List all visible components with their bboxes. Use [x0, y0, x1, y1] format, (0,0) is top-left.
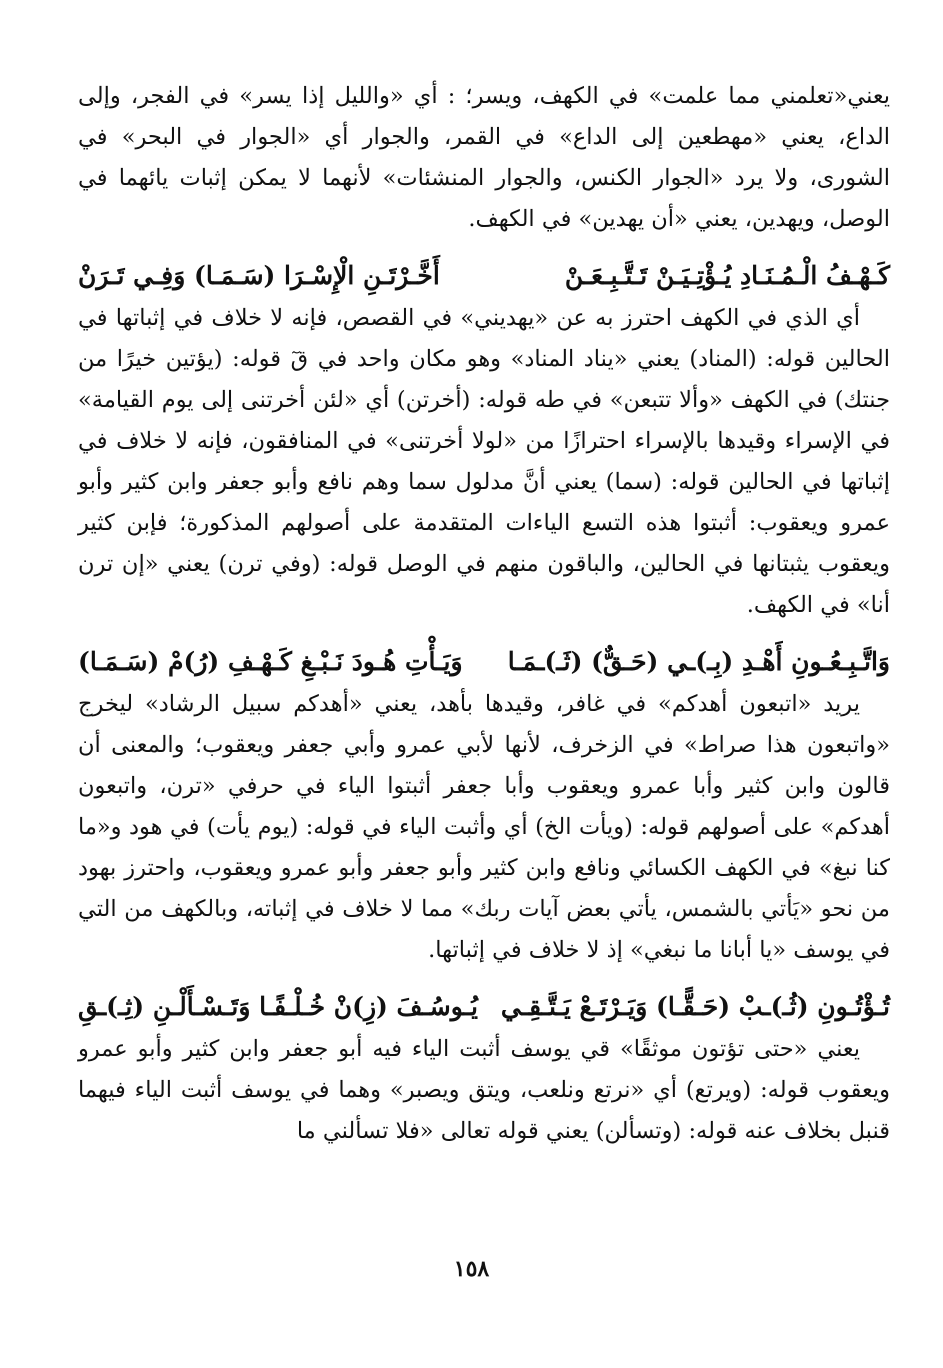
- verse-3-right-hemistich: تُـؤْتُـونِ (ثُـ)ـبْ (حَـقًّـا) وَيَـرْتَـعْ يَـتَّـقِـي: [500, 992, 890, 1021]
- page-number: ١٥٨: [453, 1256, 490, 1282]
- verse-line-1: [78, 254, 890, 298]
- paragraph-3: يريد «اتبعون أهدكم» في غافر، وقيدها بأهد، يعني «أهدكم سبيل الرشاد» ليخرج «واتبعون هذا صراط» في الزخرف، لأنها لأبي عمرو وأبي جعفر ويعقوب؛ والمعنى أن قالون وابن كثير وأبا عمرو ويعقوب وأبا جعفر أثبتوا الياء في حرفي «ترن، واتبعون أهدكم» على أصولهم قوله: (ويأت الخ) أي وأثبت الياء في قوله: (يوم يأت) في هود و«ما كنا نبغ» في الكهف الكسائي ونافع وابن كثير وأبو جعفر وأبو عمرو ويعقوب، واحترز بهود من نحو «يَأتي بالشمس، يأتي بعض آيات ربك» مما لا خلاف في إثباته، وبالكهف من التي في يوسف «يا أبانا ما نبغي» إذ لا خلاف في إثباتها.: [78, 691, 890, 963]
- verse-line-2: [78, 640, 890, 684]
- paragraph-1: يعني«تعلمني مما علمت» في الكهف، ويسر؛ : أي «والليل إذا يسر» في الفجر، وإلى الداع، يعني «مهطعين إلى الداع» في القمر، والجوار أي «الجوار في البحر» في الشورى، ولا يرد «الجوار الكنس، والجوار المنشئات» لأنهما لا يمكن إثبات يائهما في الوصل، ويهدين، يعني «أن يهدين» في الكهف.: [78, 83, 890, 232]
- verse-2-right-hemistich: وَاتَّـبِـعُـونِ أَهْـدِ (بِـ)ـي (حَـقٌّ) (ثَـ)ـمَـا: [507, 647, 890, 676]
- paragraph-2: أي الذي في الكهف احترز به عن «يهديني» في القصص، فإنه لا خلاف في إثباتها في الحالين قوله: (المناد) يعني «يناد المناد» وهو مكان واحد في قٓ قوله: (يؤتين خيرًا من جنتك) في الكهف «وألا تتبعن» في طه قوله: (أخرتن) أي «لئن أخرتنى إلى يوم القيامة» في الإسراء وقيدها بالإسراء احترازًا من «لولا أخرتنى» في المنافقون، فإنه لا خلاف في إثباتها في الحالين قوله: (سما) يعني أنَّ مدلول سما وهم نافع وأبو جعفر وابن كثير وأبو عمرو ويعقوب: أثبتوا هذه التسع الياءات المتقدمة على أصولهم المذكورة؛ فإبن كثير ويعقوب يثبتانها في الحالين، والباقون منهم في الوصل قوله: (وفي ترن) يعني «إن ترن أنا» في الكهف.: [78, 305, 890, 618]
- verse-2-left-hemistich: وَيَـأْتِ هُـودَ نَـبْـغِ كَـهْـفِ (رُ)مْ (سَـمَـا): [78, 647, 463, 676]
- verse-3-left-hemistich: يُـوسُـفَ (زِ)نْ خُـلْـفًـا وَتَـسْـأَلْـنِ (ثِـ)ـقِ: [78, 992, 478, 1021]
- verse-1-right-hemistich: كَـهْـفُ الْـمُـنَـادِ يُـؤْتِـيَـنْ تَـتَّـبِـعَـنْ: [564, 261, 890, 290]
- verse-line-3: [78, 985, 890, 1029]
- paragraph-4: يعني «حتى تؤتون موثقًا» قي يوسف أثبت الياء فيه أبو جعفر وابن كثير وأبو عمرو ويعقوب قوله: (ويرتع) أي «نرتع ونلعب، ويتق ويصبر» وهما في يوسف أثبت الياء فيهما قنبل بخلاف عنه قوله: (وتسألن) يعني قوله تعالى «فلا تسألني ما: [78, 1036, 890, 1144]
- verse-1-left-hemistich: أَخَّـرْتَـنِ الْإِسْـرَا (سَـمَـا) وَفِـي تَـرَنْ: [78, 261, 440, 290]
- page-body: [78, 76, 890, 1152]
